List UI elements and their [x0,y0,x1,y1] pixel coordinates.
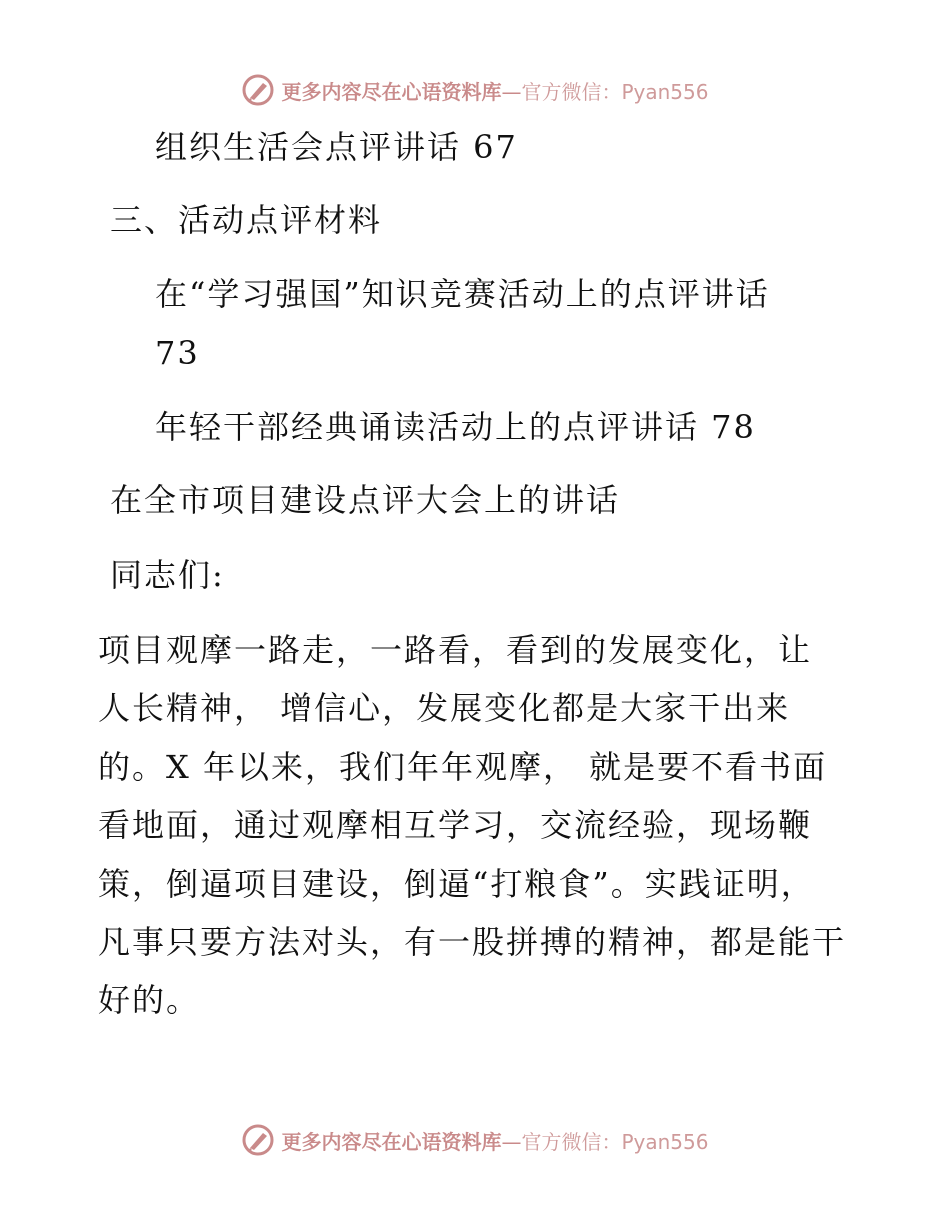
toc-item-reading: 年轻干部经典诵读活动上的点评讲话 78 [155,408,756,446]
article-salutation: 同志们: [110,556,225,594]
watermark-dash: — [501,1129,522,1154]
pen-logo-icon [241,1123,275,1157]
paragraph-line: 的。X 年以来，我们年年观摩， 就是要不看书面 [98,748,828,786]
watermark-footer [0,1120,950,1160]
paragraph-line: 项目观摩一路走，一路看，看到的发展变化，让 [98,631,813,669]
paragraph-line: 策，倒逼项目建设，倒逼“打粮食”。实践证明， [98,865,815,903]
watermark-text [281,76,708,105]
watermark-suffix: 官方微信：Pyan556 [521,1129,709,1154]
toc-section-activity: 三、活动点评材料 [110,201,383,239]
toc-item-xuexi-line-1: 在“学习强国”知识竞赛活动上的点评讲话 [155,275,770,313]
watermark-main: 更多内容尽在心语资料库 [281,1129,502,1154]
watermark-main: 更多内容尽在心语资料库 [281,79,502,104]
paragraph-line: 人长精神， 增信心，发展变化都是大家干出来 [98,689,791,727]
paragraph-line: 凡事只要方法对头，有一股拼搏的精神，都是能干 [98,923,847,961]
toc-item-org-life: 组织生活会点评讲话 67 [155,128,518,166]
toc-item-xuexi-line-2: 73 [155,334,200,372]
watermark-suffix: 官方微信：Pyan556 [521,79,709,104]
watermark-text [281,1126,708,1155]
paragraph-line: 看地面，通过观摩相互学习，交流经验，现场鞭 [98,806,813,844]
article-title: 在全市项目建设点评大会上的讲话 [110,481,621,519]
watermark-dash: — [501,79,522,104]
watermark-header [0,70,950,110]
pen-logo-icon [241,73,275,107]
paragraph-line: 好的。 [98,981,201,1019]
